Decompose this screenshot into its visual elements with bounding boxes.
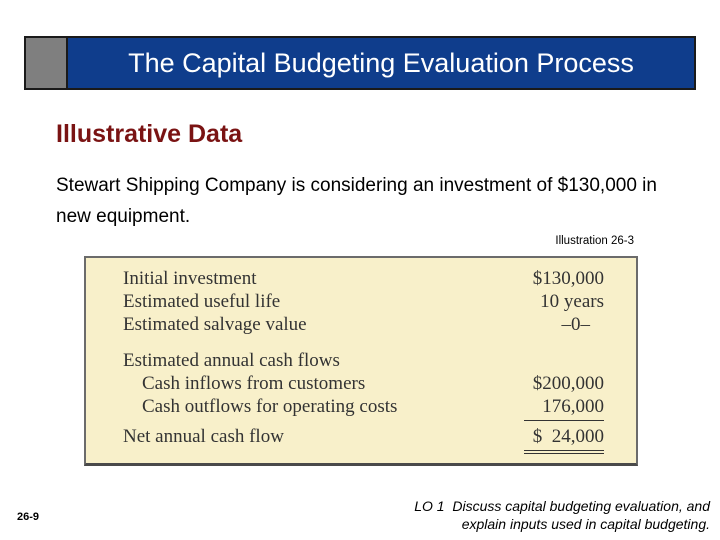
slide-title: The Capital Budgeting Evaluation Process bbox=[128, 47, 634, 78]
illustrative-data-table bbox=[84, 256, 638, 466]
slide-body-text: Stewart Shipping Company is considering an investment of $130,000 in new equipment. bbox=[56, 175, 657, 227]
table-row bbox=[86, 291, 636, 314]
lo-line-1: Discuss capital budgeting evaluation, and bbox=[452, 498, 710, 514]
row-value: –0– bbox=[561, 314, 590, 335]
table-row bbox=[86, 314, 636, 337]
row-label: Estimated annual cash flows bbox=[123, 350, 340, 371]
row-label: Cash outflows for operating costs bbox=[142, 396, 398, 417]
row-label: Net annual cash flow bbox=[123, 426, 284, 447]
lo-prefix: LO 1 bbox=[414, 498, 445, 514]
row-value: $ 24,000 bbox=[532, 426, 604, 447]
subtotal-rule bbox=[524, 420, 604, 421]
table-row bbox=[86, 426, 636, 449]
row-value: $130,000 bbox=[532, 268, 604, 289]
row-label: Estimated salvage value bbox=[123, 314, 307, 335]
row-value: $200,000 bbox=[532, 373, 604, 394]
row-value: 176,000 bbox=[542, 396, 604, 417]
title-tab-accent bbox=[26, 38, 68, 88]
table-row bbox=[86, 268, 636, 291]
table-row bbox=[86, 373, 636, 396]
illustration-label: Illustration 26-3 bbox=[555, 235, 634, 247]
total-double-rule-bottom bbox=[524, 453, 604, 454]
slide-number: 26-9 bbox=[17, 511, 40, 523]
total-double-rule-top bbox=[524, 450, 604, 451]
row-label: Estimated useful life bbox=[123, 291, 281, 312]
table-row bbox=[86, 350, 636, 373]
row-label: Initial investment bbox=[123, 268, 257, 289]
lo-line-2: explain inputs used in capital budgeting. bbox=[461, 516, 710, 532]
learning-objective bbox=[414, 497, 710, 533]
title-bar bbox=[24, 36, 696, 90]
row-value: 10 years bbox=[540, 291, 604, 312]
row-label: Cash inflows from customers bbox=[142, 373, 366, 394]
table-row bbox=[86, 396, 636, 419]
slide-subtitle: Illustrative Data bbox=[56, 120, 243, 148]
